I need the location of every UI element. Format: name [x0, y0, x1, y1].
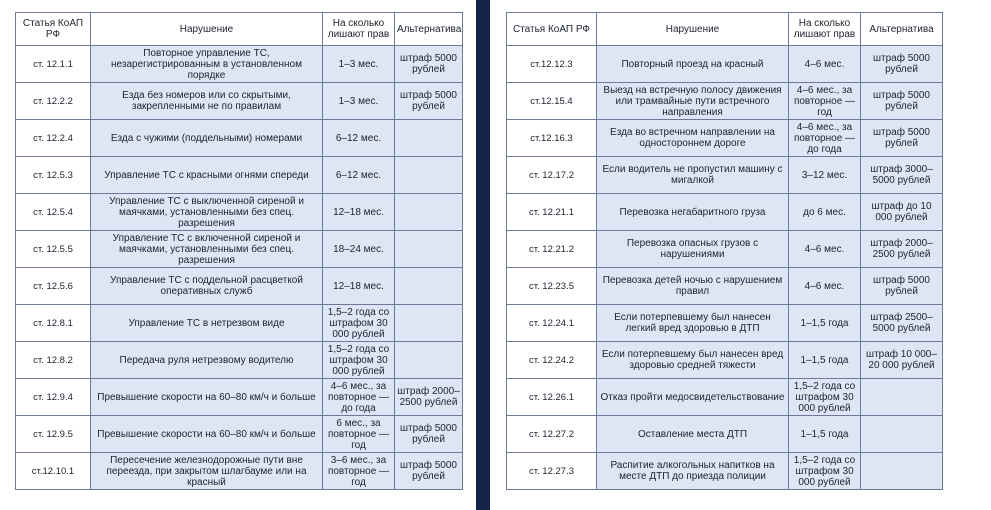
cell-alternative: [861, 453, 943, 490]
table-row: [507, 416, 943, 453]
cell-violation: Если потерпевшему был нанесен легкий вред здоровью в ДТП: [597, 305, 789, 342]
table-header-row: [16, 13, 463, 46]
cell-suspension: 1–1,5 года: [789, 305, 861, 342]
cell-alternative: [395, 194, 463, 231]
cell-alternative: [395, 342, 463, 379]
table-row: [507, 453, 943, 490]
cell-article: ст. 12.27.3: [507, 453, 597, 490]
cell-violation: Пересечение железнодорожные пути вне переезда, при закрытом шлагбауме или на красный: [91, 453, 323, 490]
table-row: [507, 46, 943, 83]
cell-article: ст.12.10.1: [16, 453, 91, 490]
table-row: [507, 379, 943, 416]
cell-article: ст. 12.9.4: [16, 379, 91, 416]
cell-suspension: 18–24 мес.: [323, 231, 395, 268]
cell-article: ст. 12.21.1: [507, 194, 597, 231]
header-violation: Нарушение: [91, 13, 323, 46]
table-row: [16, 120, 463, 157]
cell-article: ст. 12.5.4: [16, 194, 91, 231]
table-row: [16, 305, 463, 342]
cell-article: ст. 12.21.2: [507, 231, 597, 268]
cell-article: ст. 12.9.5: [16, 416, 91, 453]
table-row: [16, 194, 463, 231]
cell-suspension: 1,5–2 года со штрафом 30 000 рублей: [789, 453, 861, 490]
cell-article: ст. 12.5.6: [16, 268, 91, 305]
cell-article: ст. 12.5.5: [16, 231, 91, 268]
cell-violation: Управление ТС с выключенной сиреной и маячками, установленными без спец. разрешения: [91, 194, 323, 231]
table-header-row: [507, 13, 943, 46]
cell-suspension: 3–12 мес.: [789, 157, 861, 194]
cell-violation: Управление ТС с поддельной расцветкой оперативных служб: [91, 268, 323, 305]
cell-suspension: 1,5–2 года со штрафом 30 000 рублей: [323, 342, 395, 379]
center-divider: [476, 0, 490, 510]
cell-alternative: [395, 268, 463, 305]
cell-alternative: штраф 10 000–20 000 рублей: [861, 342, 943, 379]
cell-alternative: штраф 5000 рублей: [395, 416, 463, 453]
cell-alternative: штраф 5000 рублей: [861, 120, 943, 157]
cell-violation: Превышение скорости на 60–80 км/ч и больше: [91, 379, 323, 416]
cell-alternative: [861, 379, 943, 416]
header-suspension: На сколько лишают прав: [789, 13, 861, 46]
cell-article: ст. 12.24.2: [507, 342, 597, 379]
cell-violation: Оставление места ДТП: [597, 416, 789, 453]
cell-violation: Если потерпевшему был нанесен вред здоровью средней тяжести: [597, 342, 789, 379]
cell-alternative: штраф 5000 рублей: [395, 83, 463, 120]
cell-alternative: штраф 5000 рублей: [395, 453, 463, 490]
header-alternative: Альтернатива: [861, 13, 943, 46]
table-row: [16, 157, 463, 194]
cell-alternative: [395, 231, 463, 268]
cell-article: ст. 12.17.2: [507, 157, 597, 194]
cell-article: ст. 12.1.1: [16, 46, 91, 83]
cell-suspension: 4–6 мес., за повторное — до года: [789, 120, 861, 157]
cell-alternative: [395, 120, 463, 157]
header-suspension: На сколько лишают прав: [323, 13, 395, 46]
table-row: [16, 416, 463, 453]
cell-article: ст. 12.26.1: [507, 379, 597, 416]
cell-alternative: штраф до 10 000 рублей: [861, 194, 943, 231]
cell-violation: Повторный проезд на красный: [597, 46, 789, 83]
cell-violation: Распитие алкогольных напитков на месте ДТП до приезда полиции: [597, 453, 789, 490]
table-row: [16, 231, 463, 268]
table-row: [507, 268, 943, 305]
header-article: Статья КоАП РФ: [507, 13, 597, 46]
cell-suspension: до 6 мес.: [789, 194, 861, 231]
cell-article: ст. 12.23.5: [507, 268, 597, 305]
cell-violation: Отказ пройти медосвидетельствование: [597, 379, 789, 416]
cell-alternative: штраф 2000–2500 рублей: [861, 231, 943, 268]
cell-alternative: штраф 5000 рублей: [861, 268, 943, 305]
header-violation: Нарушение: [597, 13, 789, 46]
cell-alternative: штраф 5000 рублей: [861, 46, 943, 83]
cell-suspension: 4–6 мес., за повторное — год: [789, 83, 861, 120]
table-row: [507, 231, 943, 268]
cell-article: ст. 12.27.2: [507, 416, 597, 453]
cell-alternative: [395, 157, 463, 194]
cell-suspension: 12–18 мес.: [323, 268, 395, 305]
cell-alternative: штраф 2500–5000 рублей: [861, 305, 943, 342]
cell-violation: Передача руля нетрезвому водителю: [91, 342, 323, 379]
cell-suspension: 1–1,5 года: [789, 416, 861, 453]
cell-violation: Если водитель не пропустил машину с мигалкой: [597, 157, 789, 194]
table-row: [507, 83, 943, 120]
cell-alternative: [395, 305, 463, 342]
table-row: [16, 342, 463, 379]
cell-violation: Езда во встречном направлении на одностороннем дороге: [597, 120, 789, 157]
cell-alternative: штраф 5000 рублей: [861, 83, 943, 120]
penalties-table-right: [506, 12, 943, 490]
cell-article: ст. 12.2.2: [16, 83, 91, 120]
cell-alternative: штраф 3000–5000 рублей: [861, 157, 943, 194]
table-row: [16, 268, 463, 305]
table-row: [16, 379, 463, 416]
penalties-table-left: [15, 12, 463, 490]
cell-violation: Управление ТС с красными огнями спереди: [91, 157, 323, 194]
cell-suspension: 4–6 мес.: [789, 268, 861, 305]
cell-article: ст. 12.8.2: [16, 342, 91, 379]
cell-violation: Езда с чужими (поддельными) номерами: [91, 120, 323, 157]
cell-suspension: 4–6 мес.: [789, 231, 861, 268]
table-row: [507, 342, 943, 379]
table-row: [16, 453, 463, 490]
cell-alternative: штраф 5000 рублей: [395, 46, 463, 83]
table-row: [507, 120, 943, 157]
cell-violation: Перевозка детей ночью с нарушением правил: [597, 268, 789, 305]
table-row: [507, 194, 943, 231]
header-alternative: Альтернатива: [395, 13, 463, 46]
cell-violation: Перевозка негабаритного груза: [597, 194, 789, 231]
cell-suspension: 1–3 мес.: [323, 83, 395, 120]
cell-violation: Выезд на встречную полосу движения или трамвайные пути встречного направления: [597, 83, 789, 120]
cell-article: ст. 12.5.3: [16, 157, 91, 194]
cell-article: ст. 12.2.4: [16, 120, 91, 157]
cell-violation: Повторное управление ТС, незарегистрированным в установленном порядке: [91, 46, 323, 83]
cell-suspension: 1–3 мес.: [323, 46, 395, 83]
cell-alternative: [861, 416, 943, 453]
cell-suspension: 1,5–2 года со штрафом 30 000 рублей: [789, 379, 861, 416]
table-row: [507, 157, 943, 194]
cell-violation: Управление ТС в нетрезвом виде: [91, 305, 323, 342]
cell-suspension: 12–18 мес.: [323, 194, 395, 231]
cell-suspension: 6–12 мес.: [323, 157, 395, 194]
cell-article: ст. 12.24.1: [507, 305, 597, 342]
cell-suspension: 6–12 мес.: [323, 120, 395, 157]
cell-suspension: 4–6 мес.: [789, 46, 861, 83]
cell-suspension: 4–6 мес., за повторное — до года: [323, 379, 395, 416]
cell-violation: Перевозка опасных грузов с нарушениями: [597, 231, 789, 268]
cell-violation: Езда без номеров или со скрытыми, закрепленными не по правилам: [91, 83, 323, 120]
header-article: Статья КоАП РФ: [16, 13, 91, 46]
cell-suspension: 1,5–2 года со штрафом 30 000 рублей: [323, 305, 395, 342]
cell-alternative: штраф 2000–2500 рублей: [395, 379, 463, 416]
cell-violation: Управление ТС с включенной сиреной и маячками, установленными без спец. разрешения: [91, 231, 323, 268]
cell-article: ст.12.12.3: [507, 46, 597, 83]
cell-suspension: 1–1,5 года: [789, 342, 861, 379]
cell-article: ст. 12.8.1: [16, 305, 91, 342]
cell-suspension: 6 мес., за повторное — год: [323, 416, 395, 453]
table-row: [16, 83, 463, 120]
cell-violation: Превышение скорости на 60–80 км/ч и больше: [91, 416, 323, 453]
cell-article: ст.12.15.4: [507, 83, 597, 120]
table-row: [16, 46, 463, 83]
cell-suspension: 3–6 мес., за повторное — год: [323, 453, 395, 490]
cell-article: ст.12.16.3: [507, 120, 597, 157]
table-row: [507, 305, 943, 342]
